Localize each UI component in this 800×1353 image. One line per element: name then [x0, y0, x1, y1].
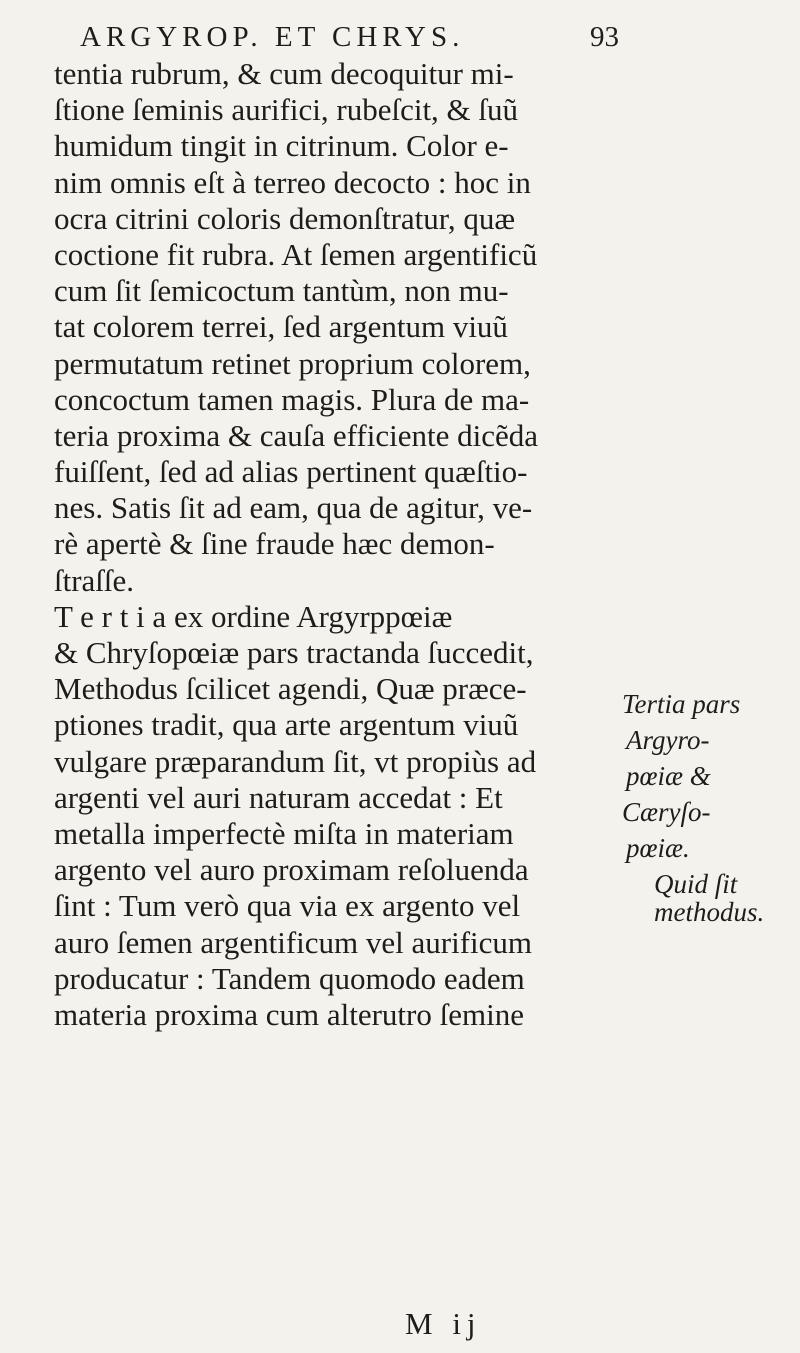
- page-header: [80, 14, 780, 58]
- page-number: 93: [590, 21, 619, 53]
- text-line: teria proxima & cauſa efficiente dicẽda: [54, 417, 538, 453]
- text-line: Methodus ſcilicet agendi, Quæ præce-: [54, 671, 527, 707]
- margin-note-line: Argyro-: [626, 725, 710, 755]
- text-line: T e r t i a ex ordine Argyrppœiæ: [54, 598, 453, 634]
- text-line: & Chryſopœiæ pars tractanda ſuccedit,: [54, 635, 534, 670]
- text-line: ſtraſſe.: [54, 562, 135, 598]
- margin-note-line: pœiæ.: [626, 833, 690, 863]
- text-line: metalla imperfectè miſta in materiam: [54, 815, 514, 851]
- text-line: coctione fit rubra. At ſemen argentificũ: [54, 236, 538, 272]
- text-line: tat colorem terrei, ſed argentum viuũ: [54, 309, 508, 345]
- text-line: cum ſit ſemicoctum tantùm, non mu-: [54, 273, 509, 309]
- margin-note-line: Cæryſo-: [622, 797, 711, 827]
- running-head: ARGYROP. ET CHRYS.: [80, 21, 465, 53]
- text-line: ocra citrini coloris demonſtratur, quæ: [54, 200, 516, 236]
- text-line: ſint : Tum verò qua via ex argento vel: [54, 888, 521, 924]
- text-line: argenti vel auri naturam accedat : Et: [54, 779, 503, 815]
- text-line: ſtione ſeminis aurifici, rubeſcit, & ſuũ: [54, 92, 519, 128]
- text-line: auro ſemen argentificum vel aurificum: [54, 924, 533, 960]
- text-line: nes. Satis ſit ad eam, qua de agitur, ve-: [54, 490, 533, 526]
- text-line: vulgare præparandum ſit, vt propiùs ad: [54, 743, 537, 779]
- text-line: argento vel auro proximam reſoluenda: [54, 852, 529, 888]
- text-line: fuiſſent, ſed ad alias pertinent quæſtio-: [54, 454, 528, 490]
- margin-note-line: Tertia pars: [622, 689, 741, 719]
- text-line: concoctum tamen magis. Plura de ma-: [54, 381, 530, 417]
- signature-mark: M ij: [405, 1306, 482, 1341]
- text-line: nim omnis eſt à terreo decocto : hoc in: [54, 164, 531, 200]
- body-text: [54, 56, 644, 1033]
- text-line: materia proxima cum alterutro ſemine: [54, 996, 524, 1032]
- text-line: rè apertè & ſine fraude hæc demon-: [54, 526, 495, 562]
- margin-note-line: methodus.: [654, 897, 765, 927]
- text-line: permutatum retinet proprium colorem,: [54, 345, 531, 381]
- text-line: tentia rubrum, & cum decoquitur mi-: [54, 56, 514, 91]
- text-line: producatur : Tandem quomodo eadem: [54, 960, 525, 996]
- margin-note-line: pœiæ &: [626, 761, 711, 791]
- text-line: humidum tingit in citrinum. Color e-: [54, 128, 509, 164]
- text-line: ptiones tradit, qua arte argentum viuũ: [54, 707, 519, 743]
- margin-note-line: Quid ſit: [654, 869, 738, 899]
